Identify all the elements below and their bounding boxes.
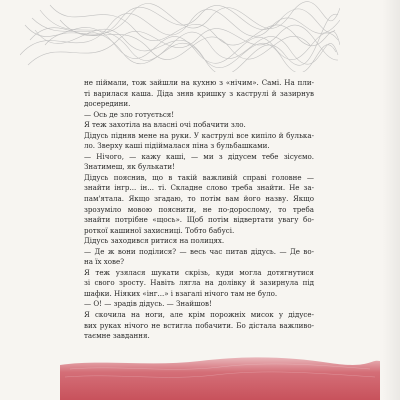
text-line: досередини. xyxy=(84,99,131,109)
text-line: знайти потрібне «щось». Щоб потім відвертати увагу бо- xyxy=(84,215,314,225)
text-line: роткої кашиної захисниці. Тобто бабусі. xyxy=(84,225,235,235)
page-edge-shadow xyxy=(382,0,400,400)
text-line: — Ось де зло готується! xyxy=(84,109,175,119)
text-line: Я теж захотіла на власні очі побачити зло. xyxy=(84,120,246,130)
text-line: не піймали, тож зайшли на кухню з «нічим». Самі. На пли- xyxy=(84,78,314,87)
text-line: на їх хове? xyxy=(84,257,125,267)
text-line: зрозуміло мовою пояснити, не по-дорослому, то треба xyxy=(84,204,314,214)
text-line: вих руках нічого не встигла побачити. Бо дістала важливо- xyxy=(84,320,314,330)
red-band-decoration xyxy=(60,355,380,400)
text-line: Дідусь пояснив, що в такій важливій справі головне — xyxy=(84,172,314,182)
text-line: — Нічого, — кажу каші, — ми з дідусем тебе зісуємо. xyxy=(84,151,314,161)
text-line: ті варилася каша. Діда зняв кришку з каструлі й зазирнув xyxy=(84,88,314,98)
text-line: Я скочила на ноги, але крім порожніх мисок у дідусе- xyxy=(84,310,314,320)
text-line: Знатимеш, як булькати! xyxy=(84,162,175,172)
text-line: Дідусь заходився ритися на полицях. xyxy=(84,236,225,246)
text-line: шафки. Ніяких «інг...» і взагалі нічого там не було. xyxy=(84,288,278,298)
text-line: зі свого зросту. Навіть лягла на долівку й зазирнула під xyxy=(84,278,314,288)
text-line: — Де ж вони поділися? — весь час питав дідусь. — Де во- xyxy=(84,246,314,256)
text-line: — О! — зрадів дідусь. — Знайшов! xyxy=(84,299,212,309)
text-line: пам'ятала. Якщо згадаю, то потім вам його назву. Якщо xyxy=(84,194,314,204)
text-line: Дідусь підняв мене на руки. У каструлі все кипіло й булька- xyxy=(84,130,314,140)
text-line: ло. Зверху каші підіймалася піна з бульбашками. xyxy=(84,141,270,151)
text-line: таємне завдання. xyxy=(84,331,150,341)
text-line: знайти інгр... ін... ті. Складне слово треба знайти. Не за- xyxy=(84,183,314,193)
scribble-decoration xyxy=(20,0,340,72)
story-text xyxy=(84,78,314,342)
text-line: Я теж узялася шукати скрізь, куди могла дотягнутися xyxy=(84,267,314,277)
